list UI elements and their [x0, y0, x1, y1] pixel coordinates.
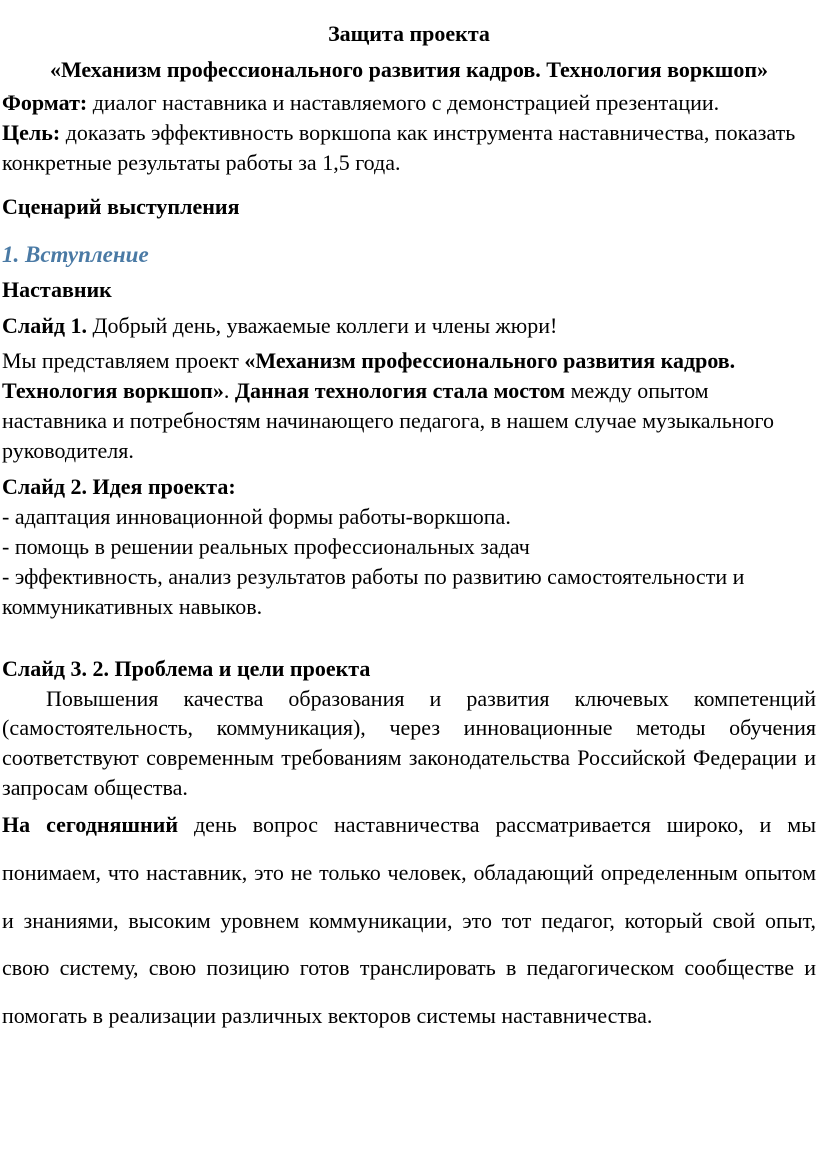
project-title: «Механизм профессионального развития кадров. Технология воркшоп» — [49, 56, 769, 82]
project-paragraph: Мы представляем проект «Механизм профессионального развития кадров. Технология воркшоп». Данная технология стала мостом между опытом наставника и потребностям начинающего педагога, в нашем случае музыкального руководителя. — [2, 348, 775, 464]
slide1-label: Слайд 1. — [2, 312, 88, 338]
slide1-text: Добрый день, уважаемые коллеги и члены жюри! — [87, 312, 558, 338]
goal-paragraph — [2, 118, 816, 178]
mentor-heading: Наставник — [2, 276, 112, 302]
goal-label: Цель: — [2, 119, 61, 145]
doc-title: Защита проекта — [328, 21, 490, 46]
slide2-heading: Слайд 2. Идея проекта: — [2, 474, 236, 500]
format-text: диалог наставника и наставляемого с демонстрацией презентации. — [87, 89, 720, 115]
format-label: Формат: — [2, 89, 88, 115]
format-paragraph — [2, 88, 816, 118]
section-intro-heading: 1. Вступление — [2, 242, 149, 268]
document-page — [0, 18, 816, 1153]
slide1-paragraph — [2, 311, 816, 341]
slide3-heading: Слайд 3. 2. Проблема и цели проекта — [2, 655, 371, 681]
slide2-item: - помощь в решении реальных профессиональных задач — [2, 533, 530, 559]
slide3-paragraph: Повышения качества образования и развития ключевых компетенций (самостоятельность, коммуникация), через инновационные методы обучения соответствуют современным требованиям законодательства Российской Федерации и запросам общества. — [2, 685, 816, 801]
goal-text: доказать эффективность воркшопа как инструмента наставничества, показать конкретные результаты работы за 1,5 года. — [2, 119, 796, 175]
scenario-heading: Сценарий выступления — [2, 193, 240, 219]
today-paragraph — [2, 801, 816, 1040]
today-label: На сегодняшний — [2, 812, 179, 838]
today-text: день вопрос наставничества рассматривается широко, и мы понимаем, что наставник, это не только человек, обладающий определенным опытом и знаниями, высоким уровнем коммуникации, это тот педагог, который свой опыт, свою систему, свою позицию готов транслировать в педагогическом сообществе и помогать в реализации различных векторов системы наставничества. — [2, 812, 816, 1029]
slide2-item: - эффективность, анализ результатов работы по развитию самостоятельности и коммуникативных навыков. — [2, 563, 745, 619]
slide2-item: - адаптация инновационной формы работы-воркшопа. — [2, 504, 511, 530]
